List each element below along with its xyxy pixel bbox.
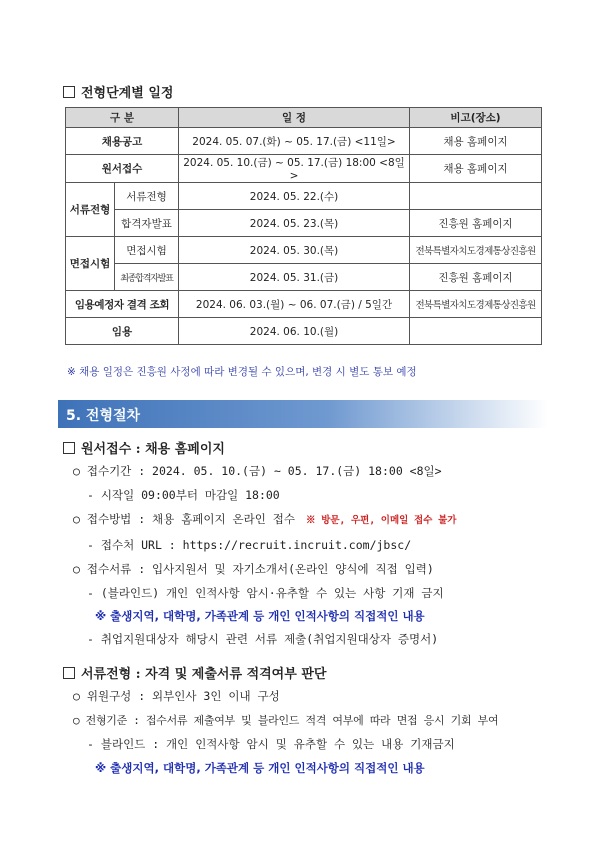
application-support: - 취업지원대상자 해당시 관련 서류 제출(취업지원대상자 증명서)	[87, 632, 439, 646]
row-schedule: 2024. 05. 07.(화) ~ 05. 17.(금) <11일>	[179, 128, 410, 155]
row-schedule: 2024. 05. 31.(금)	[179, 264, 410, 291]
table-row	[66, 318, 542, 345]
row-label: 최종합격자발표	[115, 264, 179, 291]
row-group: 면접시험	[66, 237, 115, 291]
screening-blind-note: ※ 출생지역, 대학명, 가족관계 등 개인 인적사항의 직접적인 내용	[95, 761, 425, 775]
row-label: 면접시험	[115, 237, 179, 264]
row-note	[410, 318, 542, 345]
section5-banner	[58, 400, 548, 428]
table-row	[66, 128, 542, 155]
application-method: ○ 접수방법 : 채용 홈페이지 온라인 접수 ※ 방문, 우편, 이메일 접수 불가	[73, 512, 457, 526]
row-schedule: 2024. 05. 30.(목)	[179, 237, 410, 264]
row-label: 임용	[66, 318, 179, 345]
row-note: 채용 홈페이지	[410, 155, 542, 183]
row-label: 합격자발표	[115, 210, 179, 237]
checkbox-square-icon	[63, 667, 75, 679]
table-row	[66, 291, 542, 318]
application-blind: - (블라인드) 개인 인적사항 암시·유추할 수 있는 사항 기재 금지	[87, 586, 444, 600]
method-warning: ※ 방문, 우편, 이메일 접수 불가	[305, 515, 457, 526]
application-period-sub: - 시작일 09:00부터 마감일 18:00	[87, 488, 280, 502]
schedule-change-note: ※ 채용 일정은 진흥원 사정에 따라 변경될 수 있으며, 변경 시 별도 통보 예정	[67, 366, 417, 378]
section5-title: 5. 전형절차	[66, 408, 141, 424]
application-blind-note: ※ 출생지역, 대학명, 가족관계 등 개인 인적사항의 직접적인 내용	[95, 609, 425, 623]
row-note	[410, 183, 542, 210]
table-row	[66, 237, 542, 264]
row-schedule: 2024. 05. 22.(수)	[179, 183, 410, 210]
row-label: 임용예정자 결격 조회	[66, 291, 179, 318]
row-group: 서류전형	[66, 183, 115, 237]
application-period: ○ 접수기간 : 2024. 05. 10.(금) ~ 05. 17.(금) 18:00 <8일>	[73, 464, 442, 478]
checkbox-square-icon	[63, 442, 75, 454]
row-schedule: 2024. 06. 10.(월)	[179, 318, 410, 345]
application-heading: 원서접수 : 채용 홈페이지	[63, 438, 225, 457]
header-category: 구 분	[66, 108, 179, 128]
screening-heading: 서류전형 : 자격 및 제출서류 적격여부 판단	[63, 663, 326, 682]
table-row	[66, 155, 542, 183]
table-row	[66, 264, 542, 291]
row-note: 진흥원 홈페이지	[410, 210, 542, 237]
row-note: 전북특별자치도경제통상진흥원	[410, 237, 542, 264]
row-label: 채용공고	[66, 128, 179, 155]
screening-criteria: ○ 전형기준 : 접수서류 제출여부 및 블라인드 적격 여부에 따라 면접 응시 기회 부여	[73, 714, 499, 727]
application-url: - 접수처 URL : https://recruit.incruit.com/jbsc/	[87, 538, 412, 552]
schedule-section-title: 전형단계별 일정	[63, 82, 173, 101]
application-docs: ○ 접수서류 : 입사지원서 및 자기소개서(온라인 양식에 직접 입력)	[73, 562, 434, 576]
table-row	[66, 210, 542, 237]
row-label: 원서접수	[66, 155, 179, 183]
row-note: 전북특별자치도경제통상진흥원	[410, 291, 542, 318]
row-note: 채용 홈페이지	[410, 128, 542, 155]
schedule-table	[65, 107, 542, 345]
screening-blind: - 블라인드 : 개인 인적사항 암시 및 유추할 수 있는 내용 기재금지	[87, 737, 455, 751]
table-header-row	[66, 108, 542, 128]
screening-committee: ○ 위원구성 : 외부인사 3인 이내 구성	[73, 689, 280, 703]
checkbox-square-icon	[63, 86, 75, 98]
row-schedule: 2024. 05. 10.(금) ~ 05. 17.(금) 18:00 <8일>	[179, 155, 410, 183]
header-note: 비고(장소)	[410, 108, 542, 128]
row-schedule: 2024. 05. 23.(목)	[179, 210, 410, 237]
table-row	[66, 183, 542, 210]
row-label: 서류전형	[115, 183, 179, 210]
row-schedule: 2024. 06. 03.(월) ~ 06. 07.(금) / 5일간	[179, 291, 410, 318]
row-note: 진흥원 홈페이지	[410, 264, 542, 291]
header-schedule: 일 정	[179, 108, 410, 128]
